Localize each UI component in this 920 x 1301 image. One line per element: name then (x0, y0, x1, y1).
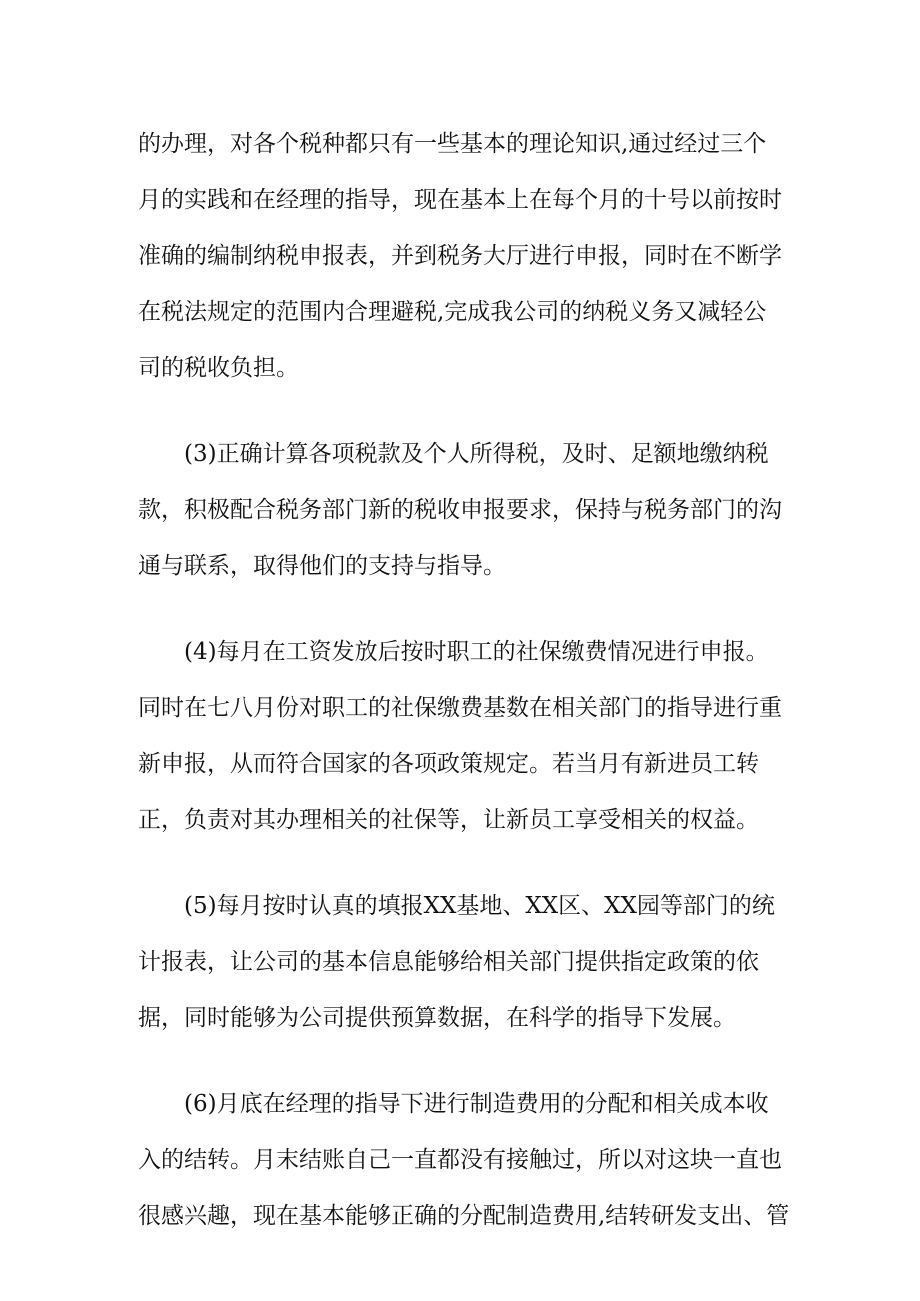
paragraph-spacer (138, 396, 798, 426)
paragraph-item-5 (138, 878, 798, 1046)
text-line: 计报表，让公司的基本信息能够给相关部门提供指定政策的依 (138, 949, 759, 975)
document-body (138, 116, 798, 1244)
text-line: 款，积极配合税务部门新的税收申报要求，保持与税务部门的沟 (138, 497, 782, 523)
paragraph-intro-continued (138, 116, 798, 396)
text-line: 正，负责对其办理相关的社保等，让新员工享受相关的权益。 (138, 807, 759, 833)
text-line: 通与联系，取得他们的支持与指导。 (138, 553, 506, 579)
text-line: 据，同时能够为公司提供预算数据，在科学的指导下发展。 (138, 1005, 736, 1031)
paragraph-spacer (138, 594, 798, 624)
text-line: 新申报，从而符合国家的各项政策规定。若当月有新进员工转 (138, 751, 759, 777)
text-line: (6)月底在经理的指导下进行制造费用的分配和相关成本收 (184, 1091, 769, 1117)
text-line: (3)正确计算各项税款及个人所得税，及时、足额地缴纳税 (184, 441, 769, 467)
paragraph-item-4 (138, 624, 798, 848)
paragraph-item-6 (138, 1076, 798, 1244)
text-line: 司的税收负担。 (138, 355, 299, 381)
text-line: 在税法规定的范围内合理避税,完成我公司的纳税义务又减轻公 (138, 299, 767, 325)
text-line: 入的结转。月末结账自己一直都没有接触过，所以对这块一直也 (138, 1147, 782, 1173)
paragraph-item-3 (138, 426, 798, 594)
text-line: 月的实践和在经理的指导，现在基本上在每个月的十号以前按时 (138, 187, 782, 213)
text-line: (5)每月按时认真的填报XX基地、XX区、XX园等部门的统 (184, 893, 775, 919)
text-line: 准确的编制纳税申报表，并到税务大厅进行申报，同时在不断学 (138, 243, 782, 269)
paragraph-spacer (138, 1046, 798, 1076)
text-line: 同时在七八月份对职工的社保缴费基数在相关部门的指导进行重 (138, 695, 782, 721)
text-line: (4)每月在工资发放后按时职工的社保缴费情况进行申报。 (184, 639, 769, 665)
text-line: 很感兴趣，现在基本能够正确的分配制造费用,结转研发支出、管 (138, 1203, 790, 1229)
text-line: 的办理，对各个税种都只有一些基本的理论知识,通过经过三个 (138, 131, 767, 157)
paragraph-spacer (138, 848, 798, 878)
